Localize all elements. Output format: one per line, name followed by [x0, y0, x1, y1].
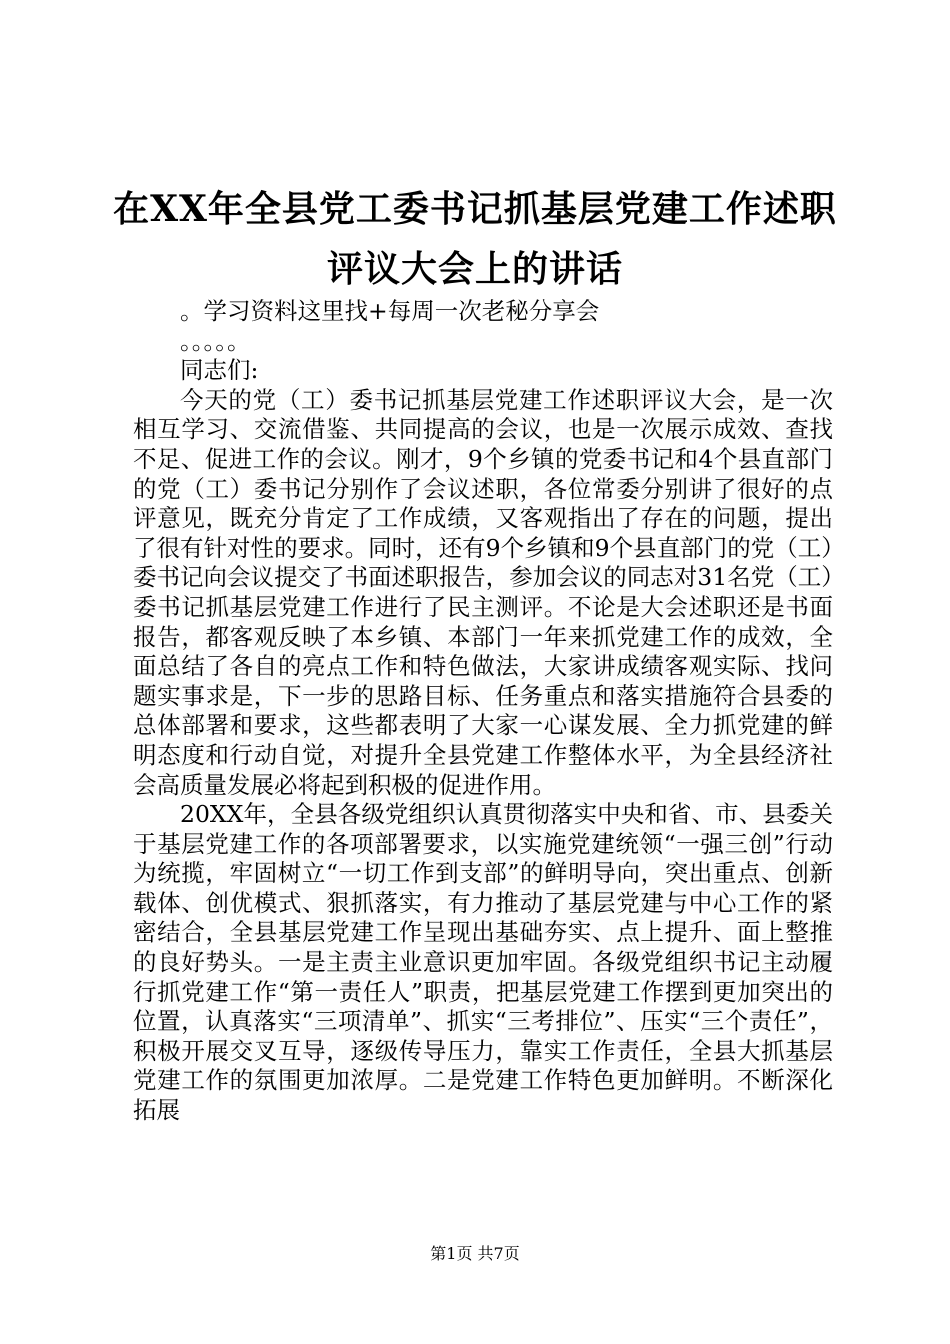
- body-paragraph: 20XX年，全县各级党组织认真贯彻落实中央和省、市、县委关于基层党建工作的各项部署要求，以实施党建统领“一强三创”行动为统揽，牢固树立“一切工作到支部”的鲜明导向，突出重点、创新载体、创优模式、狠抓落实，有力推动了基层党建与中心工作的紧密结合，全县基层党建工作呈现出基础夯实、点上提升、面上整推的良好势头。一是主责主业意识更加牢固。各级党组织书记主动履行抓党建工作“第一责任人”职责，把基层党建工作摆到更加突出的位置，认真落实“三项清单”、抓实“三考排位”、压实“三个责任”，积极开展交叉互导，逐级传导压力，靠实工作责任，全县大抓基层党建工作的氛围更加浓厚。二是党建工作特色更加鲜明。不断深化拓展: [133, 800, 833, 1125]
- document-body: [133, 297, 833, 1126]
- intro-dots: 。。。。。: [180, 326, 251, 355]
- document-title-line-2: 评议大会上的讲话: [326, 248, 623, 290]
- page-footer: 第1页 共7页: [430, 1244, 520, 1263]
- document-title-line-1: 在XX年全县党工委书记抓基层党建工作述职: [113, 188, 837, 230]
- body-paragraph: 今天的党（工）委书记抓基层党建工作述职评议大会，是一次相互学习、交流借鉴、共同提高的会议，也是一次展示成效、查找不足、促进工作的会议。刚才，9个乡镇的党委书记和4个县直部门的党（工）委书记分别作了会议述职，各位常委分别讲了很好的点评意见，既充分肯定了工作成绩，又客观指出了存在的问题，提出了很有针对性的要求。同时，还有9个乡镇和9个县直部门的党（工）委书记向会议提交了书面述职报告，参加会议的同志对31名党（工）委书记抓基层党建工作进行了民主测评。不论是大会述职还是书面报告，都客观反映了本乡镇、本部门一年来抓党建工作的成效，全面总结了各自的亮点工作和特色做法，大家讲成绩客观实际、找问题实事求是，下一步的思路目标、任务重点和落实措施符合县委的总体部署和要求，这些都表明了大家一心谋发展、全力抓党建的鲜明态度和行动自觉，对提升全县党建工作整体水平，为全县经济社会高质量发展必将起到积极的促进作用。: [133, 385, 833, 799]
- salutation: 同志们:: [180, 356, 259, 385]
- intro-note: 。学习资料这里找+每周一次老秘分享会: [180, 297, 600, 325]
